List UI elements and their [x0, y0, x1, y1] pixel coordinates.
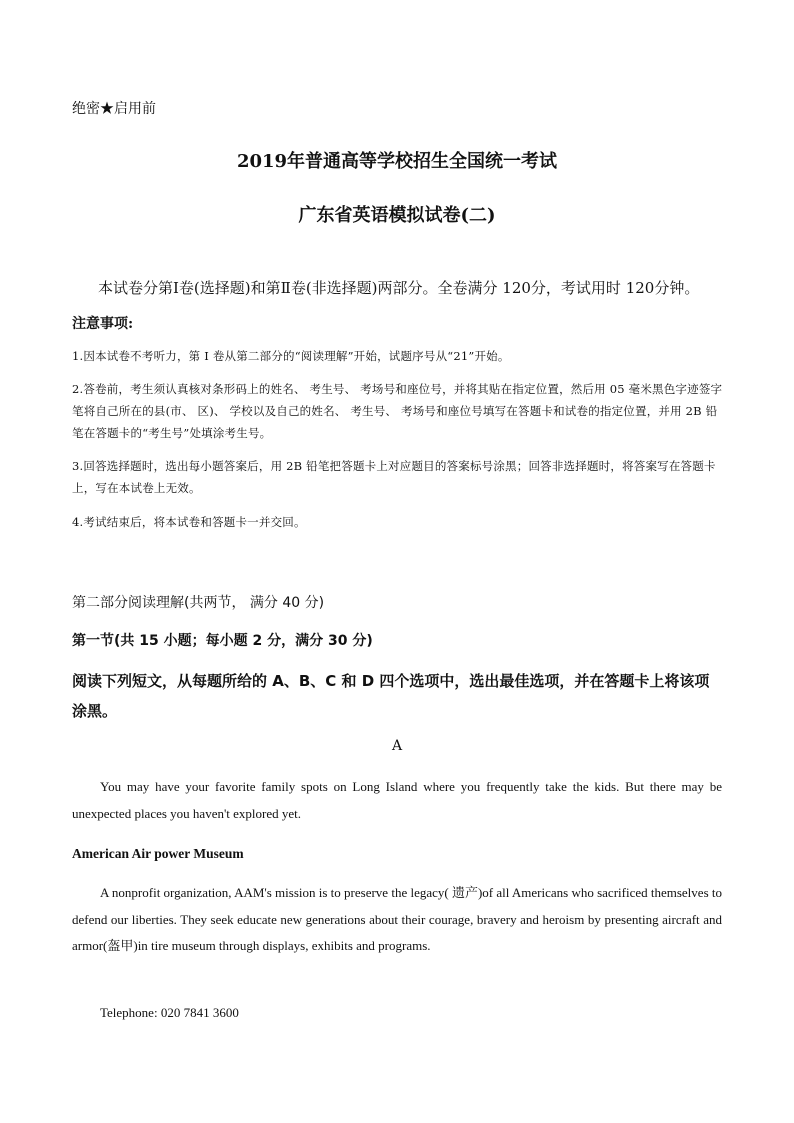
reading-instruction: 阅读下列短文，从每题所给的 A、B、C 和 D 四个选项中，选出最佳选项，并在答题卡上将该项涂黑。: [72, 672, 710, 720]
passage-paragraph: A nonprofit organization, AAM's mission is to preserve the legacy( 遗产)of all Americans who sacrificed themselves to defend our liberties. They seek educate new generations about their courage, bravery and heroism by presenting aircraft and armor(盔甲)in tire museum through displays, exhibits and programs.: [72, 885, 722, 953]
passage-paragraph: You may have your favorite family spots on Long Island where you frequently take the kids. But there may be unexpected places you haven't explored yet.: [72, 779, 722, 821]
note-item: 2.答卷前，考生须认真核对条形码上的姓名、 考生号、 考场号和座位号，并将其贴在指定位置，然后用 05 毫米黑色字迹签字笔将自己所在的县(市、 区)、 学校以及自己的姓名、 考生号、 考场号和座位号填写在答题卡和试卷的指定位置，并用 2B 铅笔在答题卡的“考生号”处填涂考生号。: [72, 382, 723, 440]
exam-title: 2019年普通高等学校招生全国统一考试: [236, 151, 558, 172]
passage-letter: A: [391, 738, 403, 754]
section1-heading: 第一节(共 15 小题；每小题 2 分，满分 30 分): [72, 633, 373, 649]
notes-heading: 注意事项:: [72, 316, 134, 332]
note-item: 1.因本试卷不考听力，第 I 卷从第二部分的“阅读理解”开始，试题序号从“21”开始。: [72, 349, 510, 363]
part2-heading: 第二部分阅读理解(共两节， 满分 40 分): [72, 595, 325, 611]
secret-label: 绝密★启用前: [72, 101, 156, 117]
intro-text: 本试卷分第Ⅰ卷(选择题)和第Ⅱ卷(非选择题)两部分。全卷满分 120分，考试用时 120分钟。: [98, 279, 700, 297]
note-item: 4.考试结束后，将本试卷和答题卡一并交回。: [72, 515, 306, 529]
paper-title: 广东省英语模拟试卷(二): [298, 205, 496, 226]
note-item: 3.回答选择题时，选出每小题答案后，用 2B 铅笔把答题卡上对应题目的答案标号涂黑；回答非选择题时，将答案写在答题卡上，写在本试卷上无效。: [72, 459, 716, 495]
museum-title: American Air power Museum: [72, 846, 244, 861]
telephone-line: Telephone: 020 7841 3600: [100, 1005, 239, 1020]
